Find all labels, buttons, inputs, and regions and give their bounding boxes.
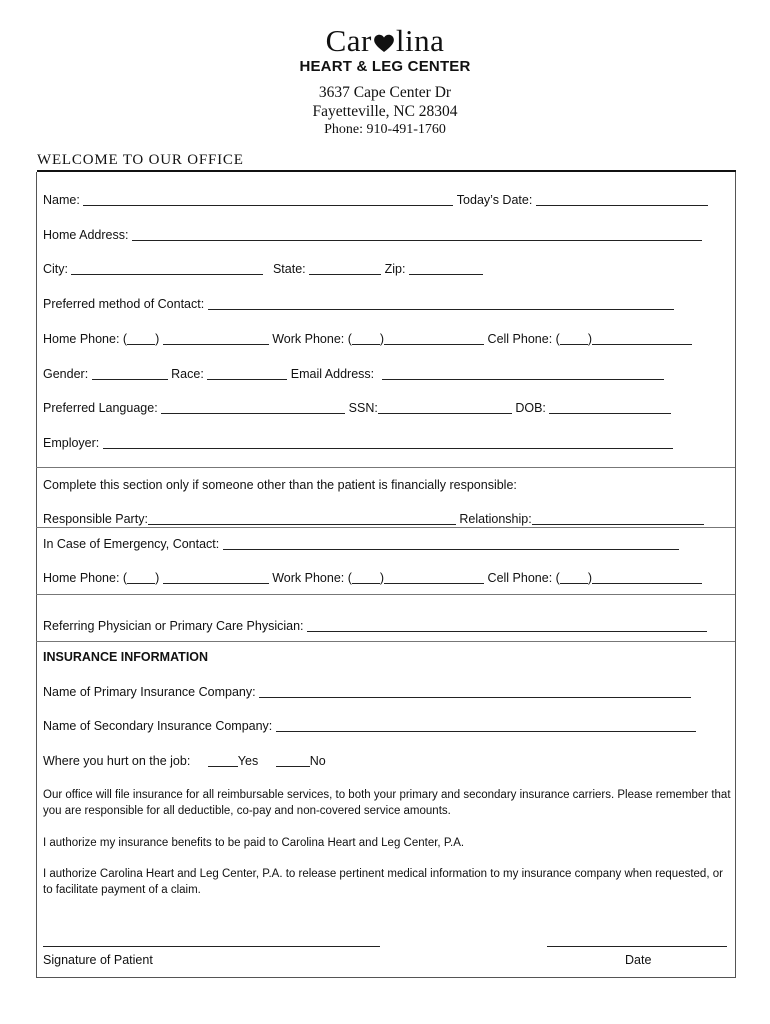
zip-field[interactable] (409, 262, 483, 275)
city-field[interactable] (71, 262, 263, 275)
section-divider (36, 594, 735, 595)
email-field[interactable] (382, 367, 664, 380)
date-signature-line[interactable] (547, 946, 727, 947)
emergency-phone-row (43, 570, 702, 586)
address-line-1: 3637 Cape Center Dr (318, 84, 452, 101)
emergency-contact-field[interactable] (223, 537, 679, 550)
cell-phone-label: Cell Phone: ( (487, 332, 560, 346)
authorize-payment-text: I authorize my insurance benefits to be paid to Carolina Heart and Leg Center, P.A. (43, 837, 465, 849)
signature-label: Signature of Patient (43, 953, 153, 967)
home-address-label: Home Address: (43, 228, 129, 242)
employer-label: Employer: (43, 436, 100, 450)
phone-row (43, 331, 692, 347)
relationship-label: Relationship: (459, 512, 532, 526)
emergency-home-area-code[interactable] (127, 571, 155, 584)
primary-insurance-label: Name of Primary Insurance Company: (43, 685, 256, 699)
home-phone-field[interactable] (163, 332, 269, 345)
race-label: Race: (171, 367, 204, 381)
zip-label: Zip: (384, 262, 406, 276)
home-phone-label: Home Phone: ( (43, 332, 128, 346)
cell-phone-area-code[interactable] (560, 332, 588, 345)
logo-subtitle: HEART & LEG CENTER (299, 58, 471, 75)
state-label: State: (272, 262, 306, 276)
insurance-heading: INSURANCE INFORMATION (43, 650, 209, 664)
preferred-contact-field[interactable] (208, 297, 674, 310)
work-phone-label: Work Phone: ( (272, 332, 352, 346)
responsible-instruction: Complete this section only if someone other than the patient is financially responsible: (43, 478, 517, 492)
responsible-party-field[interactable] (148, 512, 456, 525)
letterhead (0, 24, 770, 139)
emergency-work-area-code[interactable] (352, 571, 380, 584)
no-field[interactable] (276, 754, 310, 767)
work-phone-label: Work Phone: ( (272, 571, 352, 585)
primary-insurance-field[interactable] (259, 685, 691, 698)
patient-signature-line[interactable] (43, 946, 380, 947)
address-line-2: Fayetteville, NC 28304 (312, 103, 458, 120)
name-label: Name: (43, 193, 80, 207)
home-phone-area-code[interactable] (127, 332, 155, 345)
logo-text-right: lina (395, 23, 445, 58)
referring-physician-field[interactable] (307, 619, 707, 632)
employer-field[interactable] (103, 436, 673, 449)
secondary-insurance-row (43, 718, 696, 734)
home-address-field[interactable] (132, 228, 702, 241)
hurt-on-job-label: Where you hurt on the job: (43, 754, 191, 768)
race-field[interactable] (207, 367, 287, 380)
no-label: No (309, 754, 326, 768)
section-divider (36, 641, 735, 642)
office-phone: Phone: 910-491-1760 (324, 122, 446, 137)
section-divider (36, 467, 735, 468)
heart-icon (373, 27, 395, 61)
emergency-contact-label: In Case of Emergency, Contact: (43, 537, 220, 551)
secondary-insurance-label: Name of Secondary Insurance Company: (43, 719, 273, 733)
city-label: City: (43, 262, 68, 276)
paren-close: ) (587, 571, 592, 585)
date-label: Date (625, 953, 652, 967)
logo-text-left: Car (325, 23, 372, 58)
emergency-contact-row (43, 536, 679, 552)
emergency-cell-phone-field[interactable] (592, 571, 702, 584)
name-row (43, 192, 708, 208)
name-field[interactable] (83, 193, 453, 206)
paren-close: ) (155, 571, 160, 585)
ssn-label: SSN: (348, 401, 378, 415)
page-title: WELCOME TO OUR OFFICE (37, 152, 244, 168)
logo (0, 24, 770, 61)
emergency-work-phone-field[interactable] (384, 571, 484, 584)
yes-label: Yes (237, 754, 259, 768)
insurance-notice: Our office will file insurance for all reimbursable services, to both your primary and secondary insurance carriers. Please remember that you are responsible for all deductible, co-pay and non-covered service amounts. (43, 789, 731, 817)
paren-close: ) (379, 332, 385, 346)
primary-insurance-row (43, 684, 691, 700)
gender-field[interactable] (92, 367, 168, 380)
dob-label: DOB: (515, 401, 546, 415)
responsible-party-label: Responsible Party: (43, 512, 148, 526)
preferred-contact-row (43, 296, 674, 312)
authorize-release-text: I authorize Carolina Heart and Leg Center, P.A. to release pertinent medical information to my insurance company when requested, or to facilitate payment of a claim. (43, 868, 723, 896)
emergency-home-phone-field[interactable] (163, 571, 269, 584)
language-field[interactable] (161, 401, 345, 414)
language-row (43, 400, 671, 416)
hurt-on-job-row (43, 753, 326, 769)
cell-phone-field[interactable] (592, 332, 692, 345)
paren-close: ) (587, 332, 592, 346)
demographics-row (43, 366, 664, 382)
email-label: Email Address: (290, 367, 375, 381)
yes-field[interactable] (208, 754, 238, 767)
ssn-field[interactable] (378, 401, 512, 414)
todays-date-label: Today’s Date: (456, 193, 533, 207)
work-phone-area-code[interactable] (352, 332, 380, 345)
emergency-cell-area-code[interactable] (560, 571, 588, 584)
referring-row (43, 618, 707, 634)
home-address-row (43, 227, 702, 243)
section-divider (36, 527, 735, 528)
work-phone-field[interactable] (384, 332, 484, 345)
gender-label: Gender: (43, 367, 89, 381)
preferred-contact-label: Preferred method of Contact: (43, 297, 205, 311)
city-row (43, 261, 483, 277)
todays-date-field[interactable] (536, 193, 708, 206)
language-label: Preferred Language: (43, 401, 158, 415)
state-field[interactable] (309, 262, 381, 275)
cell-phone-label: Cell Phone: ( (487, 571, 560, 585)
paren-close: ) (379, 571, 385, 585)
paren-close: ) (155, 332, 160, 346)
relationship-field[interactable] (532, 512, 704, 525)
home-phone-label: Home Phone: ( (43, 571, 128, 585)
secondary-insurance-field[interactable] (276, 719, 696, 732)
responsible-row (43, 511, 704, 527)
dob-field[interactable] (549, 401, 671, 414)
referring-physician-label: Referring Physician or Primary Care Physician: (43, 619, 304, 633)
employer-row (43, 435, 673, 451)
